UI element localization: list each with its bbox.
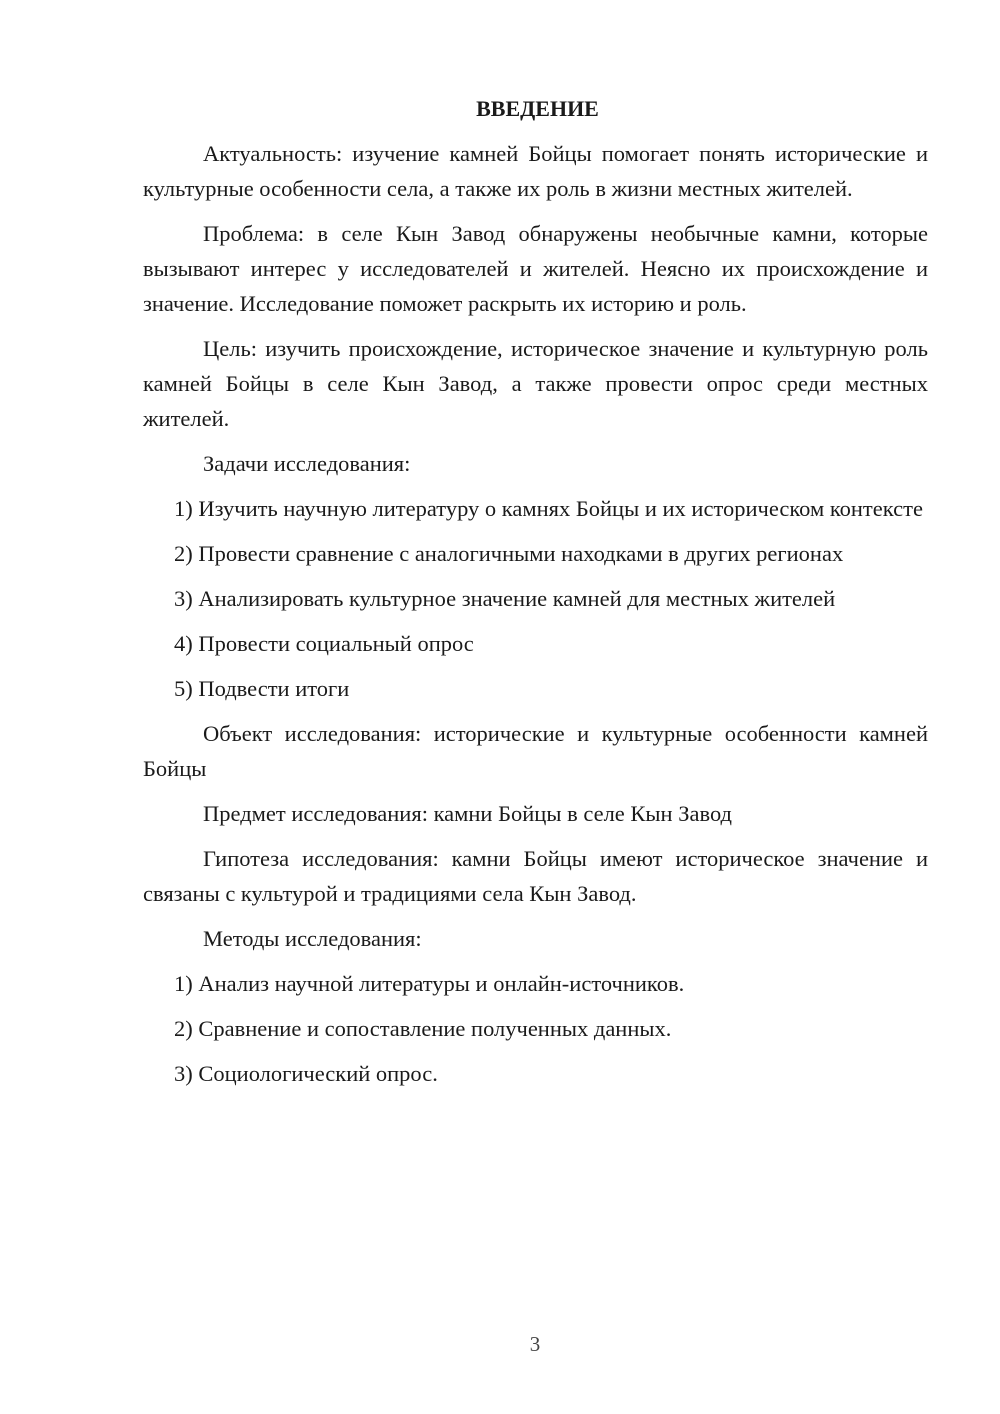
methods-heading: Методы исследования: (203, 926, 422, 951)
page-number: 3 (529, 1332, 541, 1356)
hypothesis-paragraph: Гипотеза исследования: камни Бойцы имеют историческое значение и связаны с культурой и традициями села Кын Завод. (143, 846, 928, 906)
subject-paragraph: Предмет исследования: камни Бойцы в селе Кын Завод (203, 801, 732, 826)
method-item: 2) Сравнение и сопоставление полученных данных. (174, 1016, 672, 1041)
task-item: 3) Анализировать культурное значение камней для местных жителей (174, 586, 836, 611)
task-item: 4) Провести социальный опрос (174, 631, 474, 656)
task-item: 2) Провести сравнение с аналогичными находками в других регионах (174, 541, 844, 566)
page-title: ВВЕДЕНИЕ (476, 96, 599, 121)
method-item: 1) Анализ научной литературы и онлайн-источников. (174, 971, 685, 996)
problem-paragraph: Проблема: в селе Кын Завод обнаружены необычные камни, которые вызывают интерес у исследователей и жителей. Неясно их происхождение и значение. Исследование поможет раскрыть их историю и роль. (143, 221, 928, 316)
goal-paragraph: Цель: изучить происхождение, историческое значение и культурную роль камней Бойцы в селе Кын Завод, а также провести опрос среди местных жителей. (143, 336, 928, 431)
task-item: 5) Подвести итоги (174, 676, 350, 701)
actuality-paragraph: Актуальность: изучение камней Бойцы помогает понять исторические и культурные особенности села, а также их роль в жизни местных жителей. (143, 141, 928, 201)
method-item: 3) Социологический опрос. (174, 1061, 438, 1086)
object-paragraph: Объект исследования: исторические и культурные особенности камней Бойцы (143, 721, 928, 781)
document-body (143, 94, 928, 1101)
tasks-heading: Задачи исследования: (203, 451, 411, 476)
task-item: 1) Изучить научную литературу о камнях Бойцы и их историческом контексте (174, 496, 923, 521)
